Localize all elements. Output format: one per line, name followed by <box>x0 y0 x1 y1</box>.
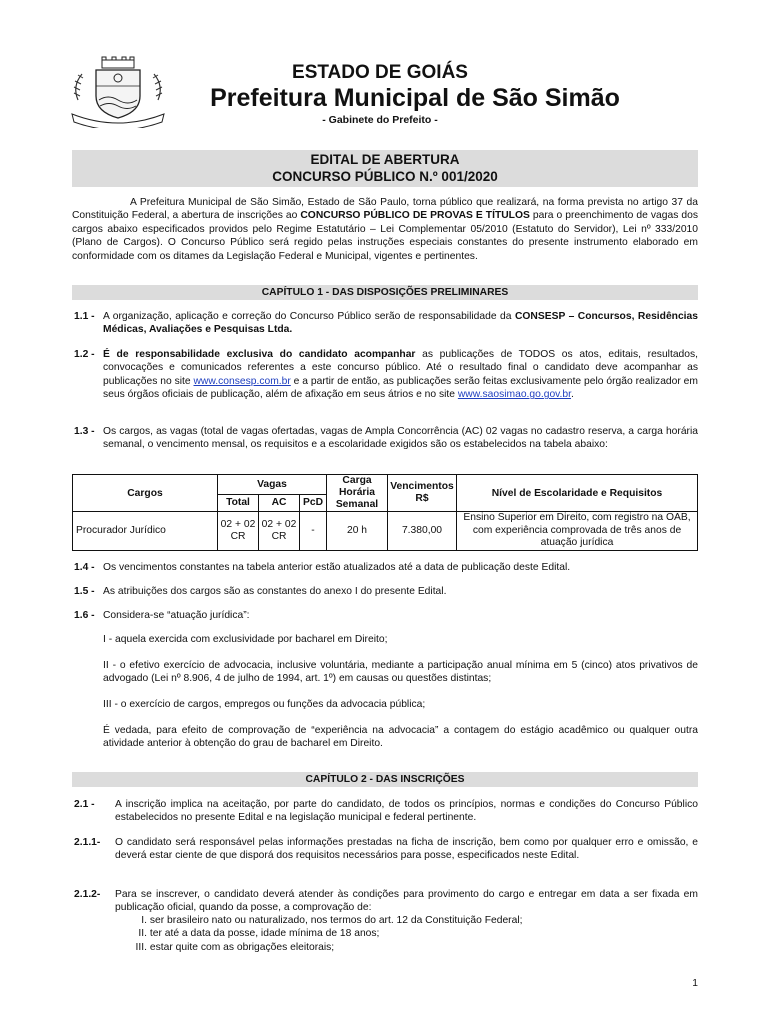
table-row <box>73 512 698 551</box>
item-1-6-para-iii: III - o exercício de cargos, empregos ou funções da advocacia pública; <box>103 699 426 710</box>
edital-title-line2: CONCURSO PÚBLICO N.º 001/2020 <box>272 169 498 184</box>
item-1-6-para-note: É vedada, para efeito de comprovação de “experiência na advocacia” a contagem do estágio acadêmico ou qualquer outra atividade anterior à obtenção do grau de bacharel em Direito. <box>103 725 698 750</box>
list-item-text: ser brasileiro nato ou naturalizado, nos termos do art. 12 da Constituição Federal; <box>149 915 523 926</box>
col-header-vagas: Vagas <box>218 475 327 495</box>
item-1-6-para-ii: II - o efetivo exercício de advocacia, inclusive voluntária, mediante a participação anual mínima em 5 (cinco) atos privativos de advogado (Lei nº 8.906, 4 de julho de 1994, art. 1º) em causas ou questões distintas; <box>103 660 698 685</box>
item-number: 2.1.2- <box>74 889 101 900</box>
item-number: 1.6 - <box>74 610 95 621</box>
cabinet-subheading: - Gabinete do Prefeito - <box>322 114 438 126</box>
item-1-2-text <box>103 348 698 402</box>
item-1-5-text: As atribuições dos cargos são as constantes do anexo I do presente Edital. <box>103 586 447 597</box>
col-header-pcd: PcD <box>300 494 327 511</box>
list-item-number: I. <box>141 915 147 926</box>
list-item <box>115 914 698 927</box>
state-heading: ESTADO DE GOIÁS <box>292 62 468 83</box>
list-item-number: II. <box>138 928 147 940</box>
item-1-1-plain: A organização, aplicação e correção do Concurso Público serão de responsabilidade da <box>103 311 515 322</box>
item-1-2-plain-1: as publicações de TODOS os atos, editais, resultados, convocações e comunicados referentes a este concurso público. Até o resultado final o candidato deve acompanhar as publicações no site <box>103 349 699 387</box>
consesp-link[interactable]: www.consesp.com.br <box>193 375 291 387</box>
cell-ac: 02 + 02 CR <box>259 512 300 551</box>
item-2-1-2-text: Para se inscrever, o candidato deverá atender às condições para provimento do cargo e entregar em data a ser fixada em publicação oficial, quando da posse, a comprovação de: <box>115 889 698 914</box>
cell-pcd: - <box>300 512 327 551</box>
item-1-2-plain-3: . <box>571 389 574 401</box>
requirements-list <box>115 914 698 954</box>
list-item <box>115 941 698 954</box>
col-header-nivel: Nível de Escolaridade e Requisitos <box>457 475 698 512</box>
item-1-2-plain-2: e a partir de então, as publicações serão feitas exclusivamente pelo órgão realizador em seus órgãos oficiais de publicação, além de afixação em seus átrios e no site <box>103 375 698 401</box>
list-item-number: III. <box>135 941 147 953</box>
item-1-1-bold: CONSESP – Concursos, Residências Médicas, Avaliações e Pesquisas Ltda. <box>103 311 699 336</box>
item-1-4-text: Os vencimentos constantes na tabela anterior estão atualizados até a data de publicação deste Edital. <box>103 562 571 573</box>
item-2-1-text: A inscrição implica na aceitação, por parte do candidato, de todos os princípios, normas e condições do Concurso Público estabelecidos no presente Edital e na legislação municipal e federal pertinente. <box>115 799 698 824</box>
item-number: 1.3 - <box>74 426 95 437</box>
list-item-text: ter até a data da posse, idade mínima de 18 anos; <box>149 928 380 940</box>
page-number: 1 <box>692 978 698 989</box>
item-number: 1.5 - <box>74 586 95 597</box>
cell-total: 02 + 02 CR <box>218 512 259 551</box>
col-header-ac: AC <box>259 494 300 511</box>
saosimao-link[interactable]: www.saosimao.go.gov.br <box>457 389 572 401</box>
item-number: 1.4 - <box>74 562 95 573</box>
list-item <box>115 927 698 940</box>
col-header-total: Total <box>218 494 259 511</box>
col-header-vencimentos: Vencimentos R$ <box>388 475 457 512</box>
cell-cargo: Procurador Jurídico <box>73 512 218 551</box>
item-number: 2.1.1- <box>74 837 101 848</box>
positions-table <box>72 474 698 551</box>
chapter-2-heading: CAPÍTULO 2 - DAS INSCRIÇÕES <box>72 772 698 787</box>
edital-title-line1: EDITAL DE ABERTURA <box>310 152 460 167</box>
item-1-1-text <box>103 310 698 337</box>
cell-vencimentos: 7.380,00 <box>388 512 457 551</box>
item-2-1-1-text: O candidato será responsável pelas informações prestadas na ficha de inscrição, bem como por qualquer erro e omissão, e deverá estar ciente de que disporá dos requisitos necessários para posse, especificados neste Edital. <box>115 837 698 862</box>
intro-text-2: para o preenchimento de vagas dos cargos abaixo especificados providos pelo Regime Estatutário – Lei Complementar 05/2010 (Estatuto do Servidor), Lei nº 333/2010 (Plano de Cargos). O Concurso Público será regido pelas instruções especiais constantes do presente instrumento elaborado em conformidade com os ditames da Legislação Federal e Municipal, vigentes e pertinentes. <box>72 210 698 262</box>
col-header-cargos: Cargos <box>73 475 218 512</box>
city-hall-heading: Prefeitura Municipal de São Simão <box>210 84 620 112</box>
item-number: 1.2 - <box>74 349 95 360</box>
item-1-6-text: Considera-se “atuação jurídica”: <box>103 610 250 621</box>
item-number: 2.1 - <box>74 799 95 810</box>
item-1-2-bold: É de responsabilidade exclusiva do candidato acompanhar <box>103 349 416 360</box>
col-header-carga: Carga Horária Semanal <box>327 475 388 512</box>
list-item-text: estar quite com as obrigações eleitorais; <box>149 941 335 953</box>
item-1-3-text: Os cargos, as vagas (total de vagas ofertadas, vagas de Ampla Concorrência (AC) 02 vagas no cadastro reserva, a carga horária semanal, o vencimento mensal, os requisitos e a escolaridade exigidos são os estabelecidos na tabela abaixo: <box>103 426 698 451</box>
cell-nivel: Ensino Superior em Direito, com registro na OAB, com experiência comprovada de três anos de atuação jurídica <box>457 512 698 551</box>
intro-text-1: A Prefeitura Municipal de São Simão, Estado de São Paulo, torna público que realizará, na forma prevista no artigo 37 da Constituição Federal, a abertura de inscrições ao <box>72 197 698 222</box>
intro-paragraph <box>72 196 698 263</box>
intro-text-bold: CONCURSO PÚBLICO DE PROVAS E TÍTULOS <box>300 210 530 222</box>
cell-carga: 20 h <box>327 512 388 551</box>
item-1-6-para-i: I - aquela exercida com exclusividade por bacharel em Direito; <box>103 634 388 645</box>
chapter-1-heading: CAPÍTULO 1 - DAS DISPOSIÇÕES PRELIMINARES <box>72 285 698 300</box>
edital-title-box <box>72 150 698 187</box>
item-number: 1.1 - <box>74 311 95 322</box>
